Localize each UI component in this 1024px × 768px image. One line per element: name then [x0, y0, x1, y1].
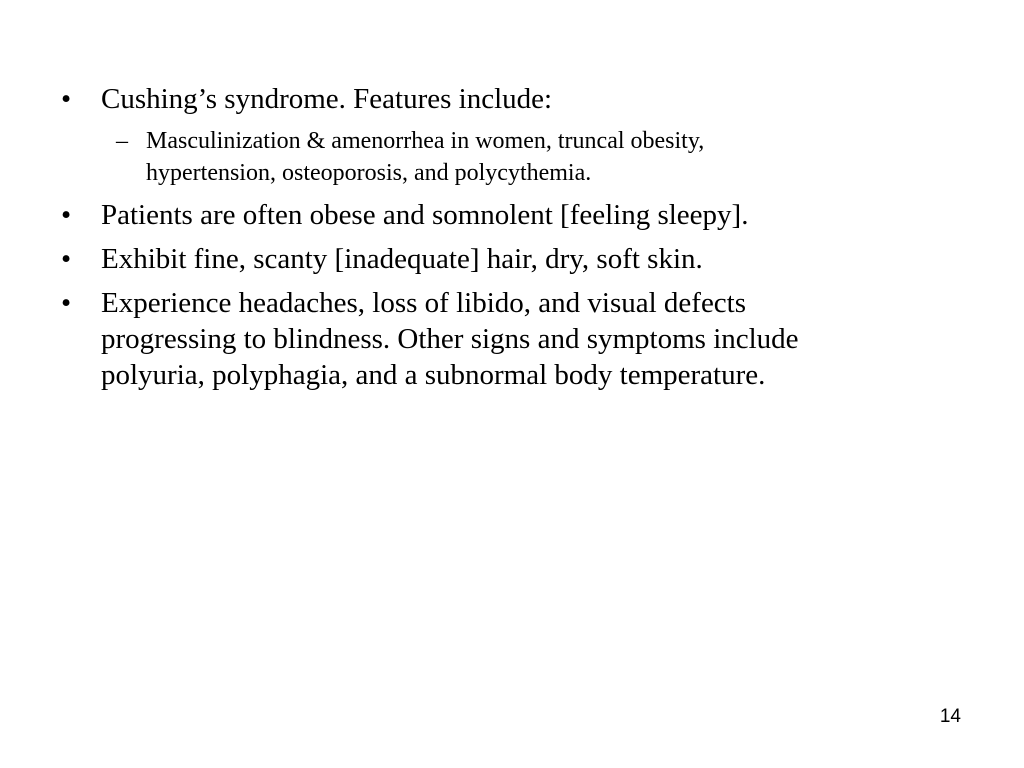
bullet-item [60, 285, 960, 393]
bullet-marker: • [61, 199, 72, 231]
slide-content [60, 81, 960, 401]
bullet-marker: • [61, 243, 72, 275]
sub-bullet-line: hypertension, osteoporosis, and polycythemia. [146, 160, 592, 186]
page-number: 14 [939, 706, 961, 727]
bullet-item [60, 197, 960, 233]
bullet-item [60, 81, 960, 117]
bullet-text: Cushing’s syndrome. Features include: [101, 83, 553, 115]
bullet-line: Experience headaches, loss of libido, and visual defects [101, 287, 747, 319]
bullet-text: Patients are often obese and somnolent [feeling sleepy]. [101, 199, 749, 231]
bullet-text [101, 285, 960, 393]
sub-bullet-line: Masculinization & amenorrhea in women, truncal obesity, [146, 128, 705, 154]
sub-bullet-marker: – [116, 128, 128, 154]
sub-bullet-item [116, 125, 960, 189]
bullet-marker: • [61, 83, 72, 115]
bullet-line: polyuria, polyphagia, and a subnormal body temperature. [101, 359, 766, 391]
bullet-line: progressing to blindness. Other signs and symptoms include [101, 323, 799, 355]
bullet-text: Exhibit fine, scanty [inadequate] hair, dry, soft skin. [101, 243, 703, 275]
bullet-item [60, 241, 960, 277]
sub-bullet-text [146, 125, 960, 189]
bullet-marker: • [61, 287, 72, 319]
